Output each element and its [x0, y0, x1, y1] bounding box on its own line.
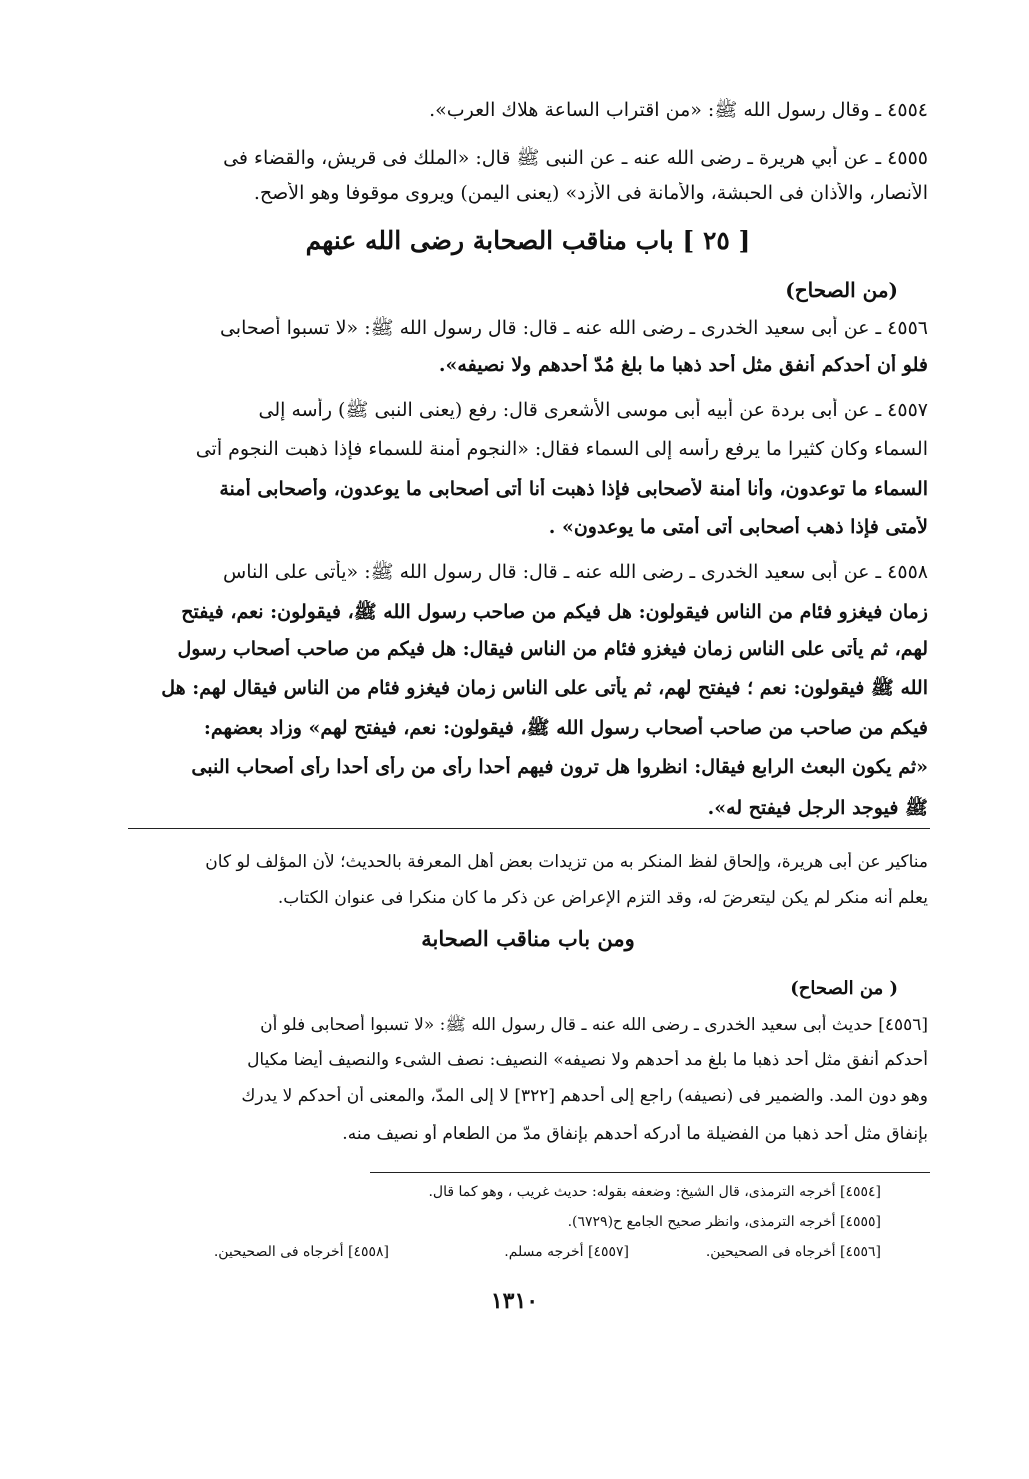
commentary-line-2: يعلم أنه منكر لم يكن ليتعرضَ له، وقد التزم الإعراض عن ذكر ما كان منكرا فى عنوان الكتاب.	[277, 888, 928, 908]
hadith-4558-line-4: الله ﷺ فيقولون: نعم ؛ فيفتح لهم، ثم يأتى على الناس زمان فيغزو فئام من الناس فيقال لهم: هل	[161, 677, 928, 699]
commentary-4556-line-4: بإنفاق مثل أحد ذهبا من الفضيلة ما أدركه أحدهم بإنفاق مدّ من الطعام أو نصيف منه.	[342, 1124, 928, 1144]
commentary-4556-line-1: [٤٥٥٦] حديث أبى سعيد الخدرى ـ رضى الله عنه ـ قال رسول الله ﷺ: «لا تسبوا أصحابى فلو أن	[260, 1015, 928, 1035]
footnote-4558: [٤٥٥٨] أخرجاه فى الصحيحين.	[213, 1244, 389, 1260]
commentary-4556-line-3: وهو دون المد. والضمير فى (نصيفه) راجع إلى أحدهم [٣٢٢] لا إلى المدّ، والمعنى أن أحدكم لا يدرك	[241, 1086, 928, 1106]
commentary-sahah-label: ( من الصحاح)	[790, 978, 898, 999]
footnote-4554: [٤٥٥٤] أخرجه الترمذى، قال الشيخ: وضعفه بقوله: حديث غريب ، وهو كما قال.	[428, 1184, 881, 1200]
hadith-4557-line-4: لأمتى فإذا ذهب أصحابى أتى أمتى ما يوعدون» .	[548, 516, 928, 538]
hadith-4558-line-1: ٤٥٥٨ ـ عن أبى سعيد الخدرى ـ رضى الله عنه ـ قال: قال رسول الله ﷺ: «يأتى على الناس	[223, 561, 928, 583]
hadith-4555-line-1: ٤٥٥٥ ـ عن أبي هريرة ـ رضى الله عنه ـ عن النبى ﷺ قال: «الملك فى قريش، والقضاء فى	[223, 147, 928, 169]
hadith-4558-line-2: زمان فيغزو فئام من الناس فيقولون: هل فيكم من صاحب رسول الله ﷺ، فيقولون: نعم، فيفتح	[181, 601, 928, 623]
footnote-4557: [٤٥٥٧] أخرجه مسلم.	[504, 1244, 629, 1260]
commentary-heading: ومن باب مناقب الصحابة	[421, 926, 635, 951]
hadith-4558-line-7: ﷺ فيوجد الرجل فيفتح له».	[707, 797, 928, 819]
hadith-4556-line-2: فلو أن أحدكم أنفق مثل أحد ذهبا ما بلغ مُدّ أحدهم ولا نصيفه».	[438, 354, 928, 376]
commentary-divider	[128, 828, 930, 829]
chapter-heading: [ ٢٥ ] باب مناقب الصحابة رضى الله عنهم	[305, 226, 751, 255]
section-sahah-label: (من الصحاح)	[785, 278, 898, 302]
hadith-4557-line-2: السماء وكان كثيرا ما يرفع رأسه إلى السماء فقال: «النجوم أمنة للسماء فإذا ذهبت النجوم أتى	[195, 438, 928, 460]
page-number: ١٣١٠	[490, 1288, 539, 1314]
hadith-4557-line-3: السماء ما توعدون، وأنا أمنة لأصحابى فإذا ذهبت أنا أتى أصحابى ما يوعدون، وأصحابى أمنة	[219, 478, 928, 500]
hadith-4557-line-1: ٤٥٥٧ ـ عن أبى بردة عن أبيه أبى موسى الأشعرى قال: رفع (يعنى النبى ﷺ) رأسه إلى	[258, 399, 928, 421]
footnote-divider	[370, 1172, 930, 1173]
commentary-line-1: مناكير عن أبى هريرة، وإلحاق لفظ المنكر به من تزيدات بعض أهل المعرفة بالحديث؛ لأن المؤلف لو كان	[205, 852, 928, 872]
footnote-4556: [٤٥٥٦] أخرجاه فى الصحيحين.	[705, 1244, 881, 1260]
footnote-4555: [٤٥٥٥] أخرجه الترمذى، وانظر صحيح الجامع ح(٦٧٢٩).	[567, 1214, 881, 1230]
hadith-4558-line-5: فيكم من صاحب من صاحب أصحاب رسول الله ﷺ، فيقولون: نعم، فيفتح لهم» وزاد بعضهم:	[203, 717, 928, 739]
commentary-4556-line-2: أحدكم أنفق مثل أحد ذهبا ما بلغ مد أحدهم ولا نصيفه» النصيف: نصف الشىء والنصيف أيضا مكيال	[247, 1050, 928, 1070]
hadith-4556-line-1: ٤٥٥٦ ـ عن أبى سعيد الخدرى ـ رضى الله عنه ـ قال: قال رسول الله ﷺ: «لا تسبوا أصحابى	[219, 317, 928, 339]
hadith-4555-line-2: الأنصار، والأذان فى الحبشة، والأمانة فى الأزد» (يعنى اليمن) ويروى موقوفا وهو الأصح.	[253, 182, 928, 204]
hadith-4554: ٤٥٥٤ ـ وقال رسول الله ﷺ: «من اقتراب الساعة هلاك العرب».	[429, 99, 928, 121]
hadith-4558-line-3: لهم، ثم يأتى على الناس زمان فيغزو فئام من الناس فيقال: هل فيكم من صاحب أصحاب رسول	[177, 638, 928, 660]
hadith-4558-line-6: «ثم يكون البعث الرابع فيقال: انظروا هل ترون فيهم أحدا رأى من رأى أحدا رأى أصحاب النبى	[191, 756, 928, 778]
